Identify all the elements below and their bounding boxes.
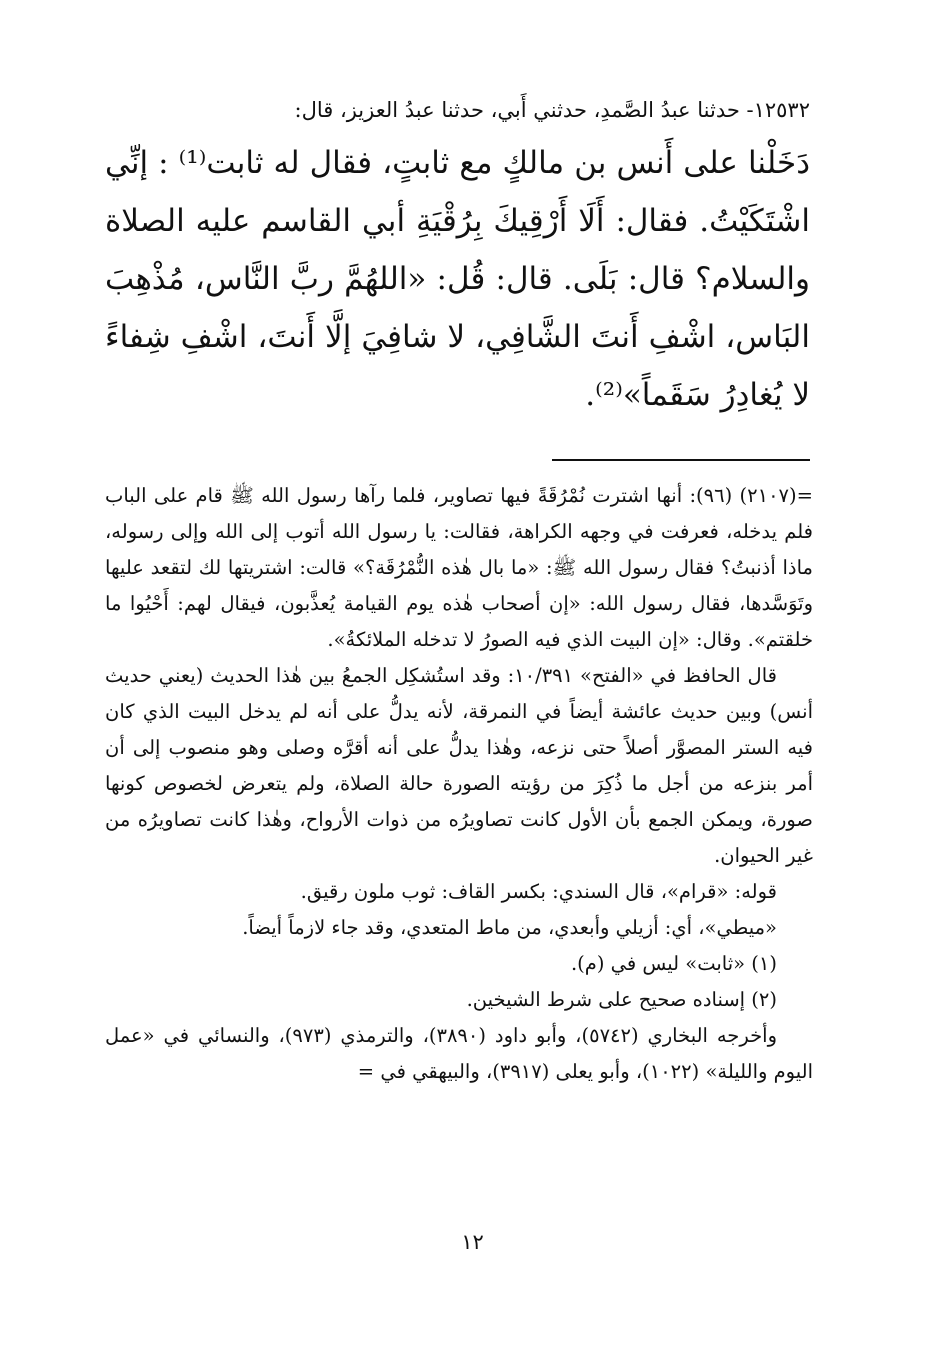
footnote-divider bbox=[552, 459, 810, 461]
hadith-text: دَخَلْنا على أَنس بن مالكٍ مع ثابتٍ، فقال له ثابت⁽¹⁾ : إنِّي اشْتَكَيْتُ. فقال: أَلَا أَرْقِيكَ بِرُقْيَةِ أبي القاسم عليه الصلاة والسلام؟ قال: بَلَى. قال: قُل: «اللهُمَّ ربَّ النَّاس، مُذْهِبَ البَاس، اشْفِ أَنتَ الشَّافِي، لا شافِيَ إلَّا أَنتَ، اشْفِ شِفاءً لا يُغادِرُ سَقَماً»⁽²⁾. bbox=[105, 145, 810, 413]
footnote-continuation: =(٢١٠٧) (٩٦): أنها اشترت نُمْرُقَةً فيها تصاوير، فلما رآها رسول الله ﷺ قام على الباب فلم يدخله، فعرفت في وجهه الكراهة، فقالت: يا رسول الله أتوب إلى الله وإلى رسوله، ماذا أذنبتُ؟ فقال رسول الله ﷺ: «ما بال هٰذه النُّمْرُقَة؟» قالت: اشتريتها لك لتقعد عليها وتَوَسَّدها، فقال رسول الله: «إن أصحاب هٰذه يوم القيامة يُعذَّبون، فيقال لهم: أَحْيُوا ما خلقتم». وقال: «إن البيت الذي فيه الصورُ لا تدخله الملائكةُ». bbox=[105, 484, 813, 651]
footnote-qiram: قوله: «قرام»، قال السندي: بكسر القاف: ثوب ملون رقيق. bbox=[300, 880, 777, 903]
footnote-meeti: «ميطي»، أي: أزيلي وأبعدي، من ماط المتعدي، وقد جاء لازماً أيضاً. bbox=[242, 916, 777, 939]
footnotes-block bbox=[105, 478, 813, 1090]
hadith-heading: ١٢٥٣٢- حدثنا عبدُ الصَّمدِ، حدثني أَبي، حدثنا عبدُ العزيز، قال: bbox=[294, 98, 810, 122]
footnote-hafiz: قال الحافظ في «الفتح» ١٠/٣٩١: وقد استُشكِل الجمعُ بين هٰذا الحديث (يعني حديث أنس) وبين حديث عائشة أيضاً في النمرقة، لأنه يدلُّ على أنه لم يدخل البيت الذي كان فيه الستر المصوَّر أصلاً حتى نزعه، وهٰذا يدلُّ على أنه أقرَّه وصلى وهو منصوب إلى أن أمر بنزعه من أجل ما ذُكِرَ من رؤيته الصورة حالة الصلاة، ولم يتعرض لخصوص كونها صورة، ويمكن الجمع بأن الأول كانت تصاويرُه من ذوات الأرواح، وهٰذا كانت تصاويرُه من غير الحيوان. bbox=[105, 664, 813, 867]
hadith-block bbox=[105, 90, 810, 424]
page-number: ١٢ bbox=[461, 1230, 484, 1254]
footnote-2: (٢) إسناده صحيح على شرط الشيخين. bbox=[466, 988, 777, 1011]
footnote-1: (١) «ثابت» ليس في (م). bbox=[570, 952, 777, 975]
footnote-takhrij: وأخرجه البخاري (٥٧٤٢)، وأبو داود (٣٨٩٠)، والترمذي (٩٧٣)، والنسائي في «عمل اليوم والليلة» (١٠٢٢)، وأبو يعلى (٣٩١٧)، والبيهقي في = bbox=[105, 1024, 813, 1083]
